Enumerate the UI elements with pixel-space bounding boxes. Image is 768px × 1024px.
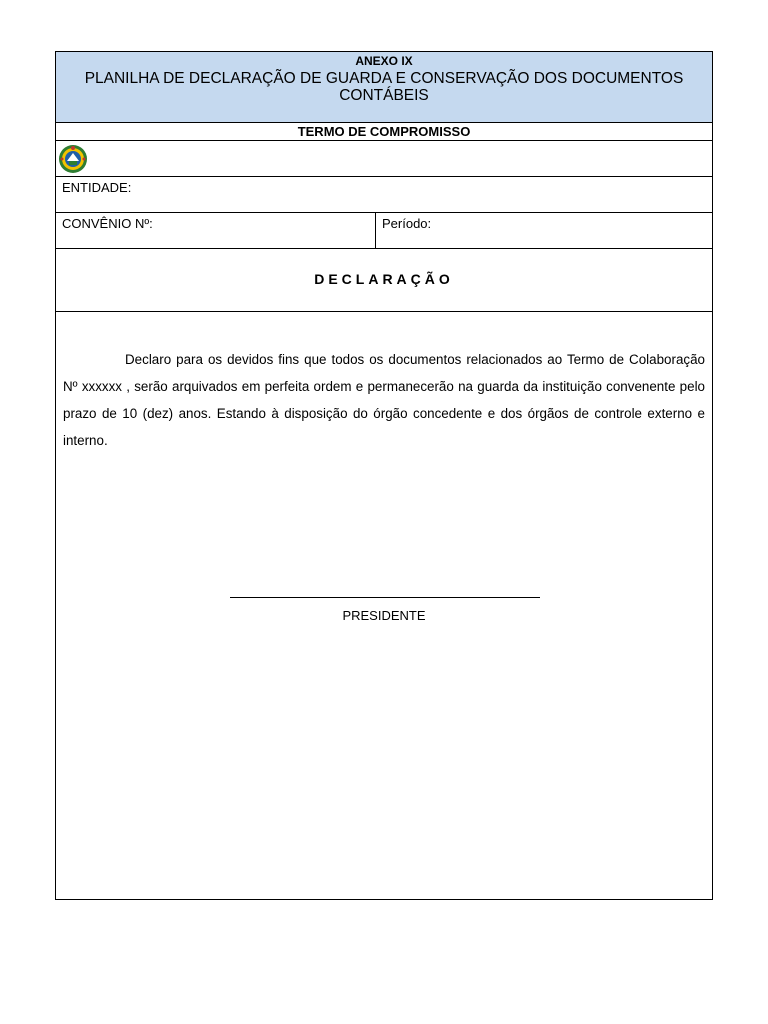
declaration-form — [55, 51, 713, 900]
periodo-label: Período: — [382, 216, 432, 231]
logo-row — [56, 141, 712, 177]
column-divider — [375, 213, 376, 248]
form-header — [56, 52, 712, 123]
declaration-heading: DECLARAÇÃO — [314, 271, 454, 287]
state-coat-of-arms-icon — [58, 144, 88, 174]
signature-line — [230, 597, 540, 598]
declaration-heading-row — [56, 249, 712, 312]
convenio-label: CONVÊNIO Nº: — [62, 216, 153, 231]
declaration-body: Declaro para os devidos fins que todos os documentos relacionados ao Termo de Colaboração Nº xxxxxx , serão arquivados em perfeita ordem e permanecerão na guarda da instituição convenente pelo prazo de 10 (dez) anos. Estando à disposição do órgão concedente e dos órgãos de controle externo e interno. — [63, 352, 705, 448]
form-title: PLANILHA DE DECLARAÇÃO DE GUARDA E CONSERVAÇÃO DOS DOCUMENTOS CONTÁBEIS — [84, 70, 684, 104]
signature-label: PRESIDENTE — [342, 608, 426, 623]
termo-heading: TERMO DE COMPROMISSO — [56, 123, 712, 141]
annex-label: ANEXO IX — [355, 54, 413, 68]
convenio-row — [56, 213, 712, 249]
entidade-label: ENTIDADE: — [62, 180, 132, 195]
entidade-row — [56, 177, 712, 213]
